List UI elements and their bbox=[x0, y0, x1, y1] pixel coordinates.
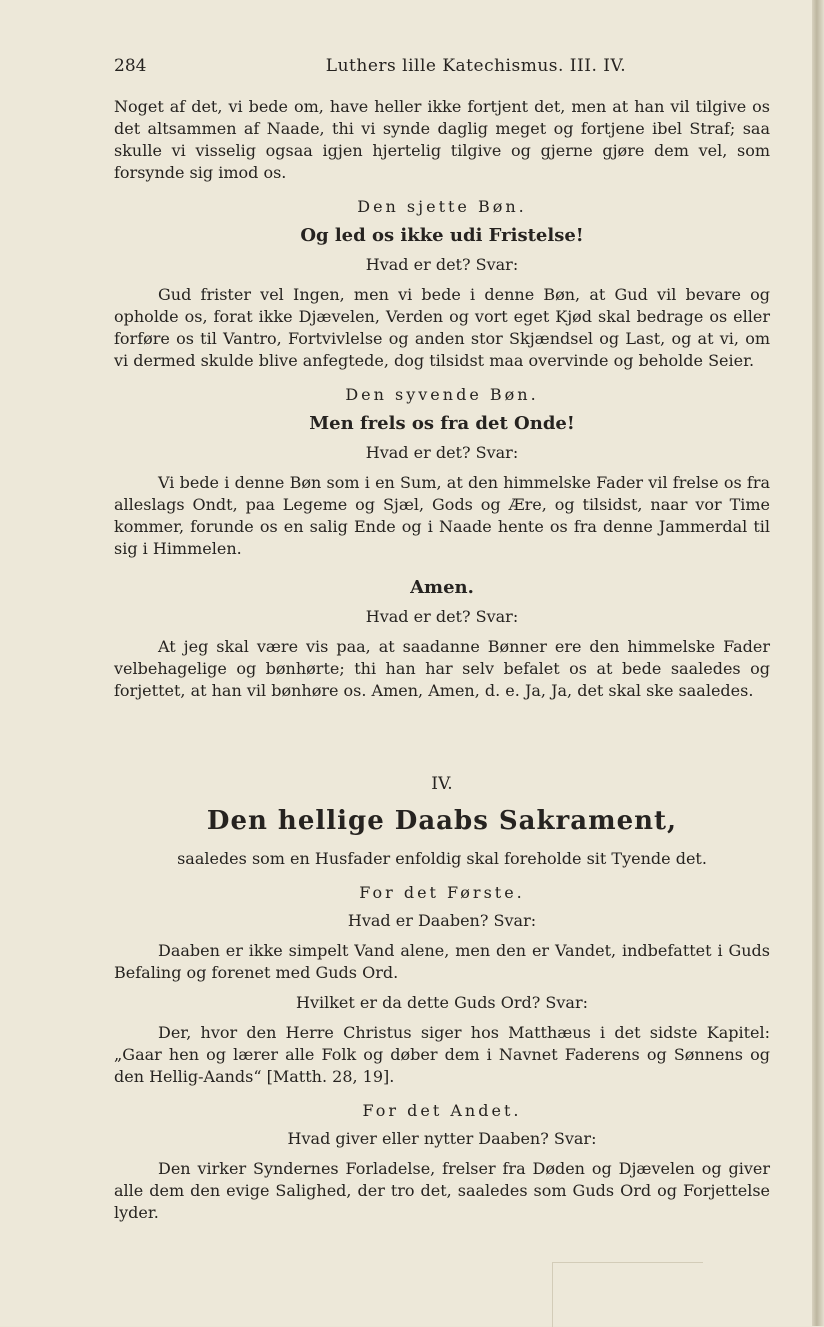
seventh-petition-answer: Vi bede i denne Bøn som i en Sum, at den himmelske Fader vil frelse os fra alleslags Ondt, paa Legeme og Sjæl, Gods og Ære, og tilsidst, naar vor Time kommer, forunde os en salig Ende og i Naade hente os fra denne Jammerdal til sig i Himmelen. bbox=[114, 473, 770, 558]
first-part-question: Hvad er Daaben? Svar: bbox=[347, 911, 537, 930]
amen-answer: At jeg skal være vis paa, at saadanne Bønner ere den himmelske Fader velbehagelige og bønhørte; thi han har selv befalet os at bede saaledes og forjettet, at han vil bønhøre os. Amen, Amen, d. e. Ja, Ja, det skal ske saaledes. bbox=[114, 637, 770, 700]
seventh-petition-heading: Den syvende Bøn. bbox=[345, 385, 539, 404]
sixth-petition-prayer: Og led os ikke udi Fristelse! bbox=[300, 225, 584, 246]
section-subtitle: saaledes som en Husfader enfoldig skal foreholde sit Tyende det. bbox=[177, 849, 707, 868]
sixth-petition-question: Hvad er det? Svar: bbox=[365, 255, 519, 274]
page-edge bbox=[812, 0, 824, 1326]
page-header bbox=[114, 56, 770, 96]
section-title: Den hellige Daabs Sakrament, bbox=[206, 806, 678, 836]
second-part-question: Hvad giver eller nytter Daaben? Svar: bbox=[287, 1129, 597, 1148]
first-part-heading: For det Første. bbox=[359, 883, 525, 902]
amen-heading: Amen. bbox=[410, 577, 474, 598]
which-word-question: Hvilket er da dette Guds Ord? Svar: bbox=[296, 993, 588, 1012]
running-title: Luthers lille Katechismus. III. IV. bbox=[325, 56, 627, 76]
sixth-petition-answer: Gud frister vel Ingen, men vi bede i denne Bøn, at Gud vil bevare og opholde os, forat ikke Djævelen, Verden og vort eget Kjød skal bedrage os eller forføre os til Vantro, Fortvivlelse og anden stor Skjændsel og Last, og at vi, om vi dermed skulde blive anfegtede, dog tilsidst maa overvinde og beholde Seier. bbox=[114, 285, 770, 370]
first-part-answer: Daaben er ikke simpelt Vand alene, men den er Vandet, indbefattet i Guds Befaling og forenet med Guds Ord. bbox=[114, 941, 770, 982]
page-number: 284 bbox=[114, 56, 147, 76]
amen-question: Hvad er det? Svar: bbox=[365, 607, 519, 626]
which-word-answer: Der, hvor den Herre Christus siger hos Matthæus i det sidste Kapitel: „Gaar hen og lærer alle Folk og døber dem i Navnet Faderens og Sønnens og den Hellig-Aands“ [Matth. 28, 19]. bbox=[114, 1023, 770, 1086]
sixth-petition-heading: Den sjette Bøn. bbox=[357, 197, 527, 216]
second-part-heading: For det Andet. bbox=[362, 1101, 522, 1120]
seventh-petition-prayer: Men frels os fra det Onde! bbox=[309, 413, 575, 434]
seventh-petition-question: Hvad er det? Svar: bbox=[365, 443, 519, 462]
intro-paragraph: Noget af det, vi bede om, have heller ikke fortjent det, men at han vil tilgive os det altsammen af Naade, thi vi synde daglig meget og fortjene ibel Straf; saa skulle vi visselig ogsaa igjen hjertelig tilgive og gjerne gjøre dem vel, som forsynde sig imod os. bbox=[114, 97, 770, 182]
section-numeral: IV. bbox=[431, 774, 453, 794]
page-corner-mark bbox=[552, 1262, 703, 1327]
second-part-answer: Den virker Syndernes Forladelse, frelser fra Døden og Djævelen og giver alle dem den evige Salighed, der tro det, saaledes som Guds Ord og Forjettelse lyder. bbox=[114, 1159, 770, 1222]
page-content bbox=[114, 56, 770, 1224]
